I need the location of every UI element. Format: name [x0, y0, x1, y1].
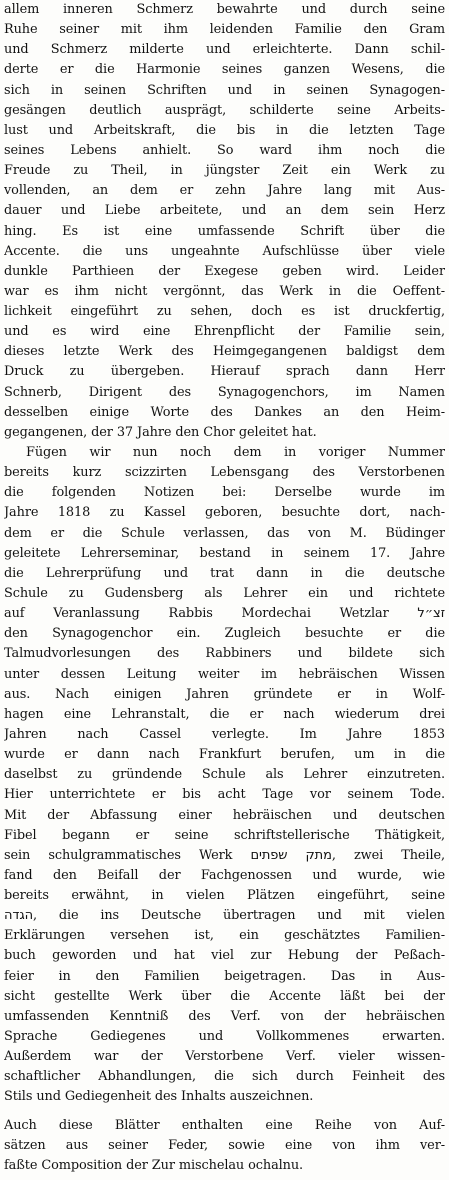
text-line: hing. Es ist eine umfassende Schrift über die [4, 223, 445, 239]
text-segment: , die ins Deutsche übertragen und mit vielen [33, 908, 445, 924]
text-line: bereits erwähnt, in vielen Plätzen eingeführt, seine [4, 888, 445, 904]
text-line: Jahren nach Cassel verlegte. Im Jahre 1853 [4, 726, 445, 742]
text-line: bereits kurz scizzirten Lebensgang des Verstorbenen [4, 465, 445, 481]
text-line: Talmudvorlesungen des Rabbiners und bildete sich [4, 646, 445, 662]
text-line: unter dessen Leitung weiter im hebräischen Wissen [4, 666, 445, 682]
text-line: allem inneren Schmerz bewahrte und durch seine [4, 2, 445, 17]
text-line: gesängen deutlich ausprägt, schilderte seine Arbeits- [4, 102, 445, 118]
text-line: faßte Composition der Zur mischelau ochalnu. [4, 1157, 304, 1173]
text-line: Jahre 1818 zu Kassel geboren, besuchte dort, nach- [4, 505, 445, 521]
text-line: derte er die Harmonie seines ganzen Wesens, die [4, 62, 445, 78]
text-segment: auf Veranlassung Rabbis Mordechai Wetzlar [4, 606, 389, 622]
text-line: schaftlicher Abhandlungen, die sich durch Feinheit des [4, 1069, 445, 1085]
text-line: desselben einige Worte des Dankes an den Heim- [4, 404, 445, 420]
text-column [4, 0, 445, 1180]
text-line: lichkeit eingeführt zu sehen, doch es ist druckfertig, [4, 304, 445, 320]
text-line: Druck zu übergeben. Hierauf sprach dann Herr [4, 364, 445, 380]
text-line: und es wird eine Ehrenpflicht der Familie sein, [4, 324, 445, 340]
text-line [4, 906, 445, 926]
text-line: die Lehrerprüfung und trat dann in die deutsche [4, 565, 445, 581]
text-line [4, 846, 445, 866]
text-line: Stils und Gediegenheit des Inhalts auszeichnen. [4, 1089, 314, 1105]
text-line: geleitete Lehrerseminar, bestand in seinem 17. Jahre [4, 545, 445, 561]
text-line: Hier unterrichtete er bis acht Tage vor seinem Tode. [4, 787, 445, 803]
text-line: buch geworden und hat viel zur Hebung der Peßach- [4, 948, 445, 964]
text-line: Sprache Gediegenes und Vollkommenes erwarten. [4, 1029, 445, 1045]
text-line: sätzen aus seiner Feder, sowie eine von ihm ver- [4, 1137, 445, 1153]
hebrew-abbreviation: זצ״ל [417, 606, 445, 622]
text-line: umfassenden Kenntniß des Verf. von der hebräischen [4, 1008, 445, 1024]
text-line: und Schmerz milderte und erleichterte. Dann schil- [4, 42, 445, 58]
text-line: Ruhe seiner mit ihm leidenden Familie den Gram [4, 22, 445, 38]
text-line: Mit der Abfassung einer hebräischen und deutschen [4, 807, 445, 823]
text-line: dieses letzte Werk des Heimgegangenen baldigst dem [4, 344, 445, 360]
text-line: sicht gestellte Werk über die Accente läßt bei der [4, 988, 445, 1004]
text-line: den Synagogenchor ein. Zugleich besuchte er die [4, 626, 445, 642]
text-line: Schule zu Gudensberg als Lehrer ein und richtete [4, 586, 445, 601]
text-line: Freude zu Theil, in jüngster Zeit ein Werk zu [4, 163, 445, 179]
text-line: Fügen wir nun noch dem in voriger Nummer [26, 445, 445, 461]
text-line: Auch diese Blätter enthalten eine Reihe von Auf- [4, 1117, 445, 1133]
text-line: feier in den Familien beigetragen. Das in Aus- [4, 968, 445, 984]
text-line: sich in seinen Schriften und in seinen Synagogen- [4, 82, 445, 98]
text-line: die folgenden Notizen bei: Derselbe wurde im [4, 485, 445, 501]
text-line: Außerdem war der Verstorbene Verf. vieler wissen- [4, 1049, 445, 1065]
text-line: dauer und Liebe arbeitete, und an dem sein Herz [4, 203, 445, 219]
text-line [4, 604, 445, 624]
text-line: war es ihm nicht vergönnt, das Werk in die Oeffent- [4, 283, 445, 299]
text-line: Erklärungen versehen ist, ein geschätztes Familien- [4, 928, 445, 944]
text-line: seines Lebens anhielt. So ward ihm noch die [4, 142, 445, 158]
text-line: Schnerb, Dirigent des Synagogenchors, im Namen [4, 384, 445, 400]
text-line: daselbst zu gründende Schule als Lehrer einzutreten. [4, 767, 445, 783]
text-segment: , zwei Theile, [331, 847, 445, 863]
text-line: vollenden, an dem er zehn Jahre lang mit Aus- [4, 183, 445, 199]
text-line: Fibel begann er seine schriftstellerische Thätigkeit, [4, 827, 445, 843]
text-line: lust und Arbeitskraft, die bis in die letzten Tage [4, 122, 445, 138]
text-line: fand den Beifall der Fachgenossen und wurde, wie [4, 867, 445, 883]
text-line: hagen eine Lehranstalt, die er nach wiederum drei [4, 706, 445, 722]
text-line: aus. Nach einigen Jahren gründete er in Wolf- [4, 686, 445, 702]
text-line: dunkle Parthieen der Exegese geben wird. Leider [4, 263, 445, 279]
hebrew-title: הגדה [4, 908, 34, 924]
text-line: dem er die Schule verlassen, das von M. Büdinger [4, 525, 445, 541]
text-line: gegangenen, der 37 Jahre den Chor geleitet hat. [4, 424, 317, 440]
hebrew-title: מתק שפתים [250, 847, 332, 863]
text-line: Accente. die uns ungeahnte Aufschlüsse über viele [4, 243, 445, 259]
text-line: wurde er dann nach Frankfurt berufen, um in die [4, 747, 445, 763]
text-segment: sein schulgrammatisches Werk [4, 847, 233, 863]
